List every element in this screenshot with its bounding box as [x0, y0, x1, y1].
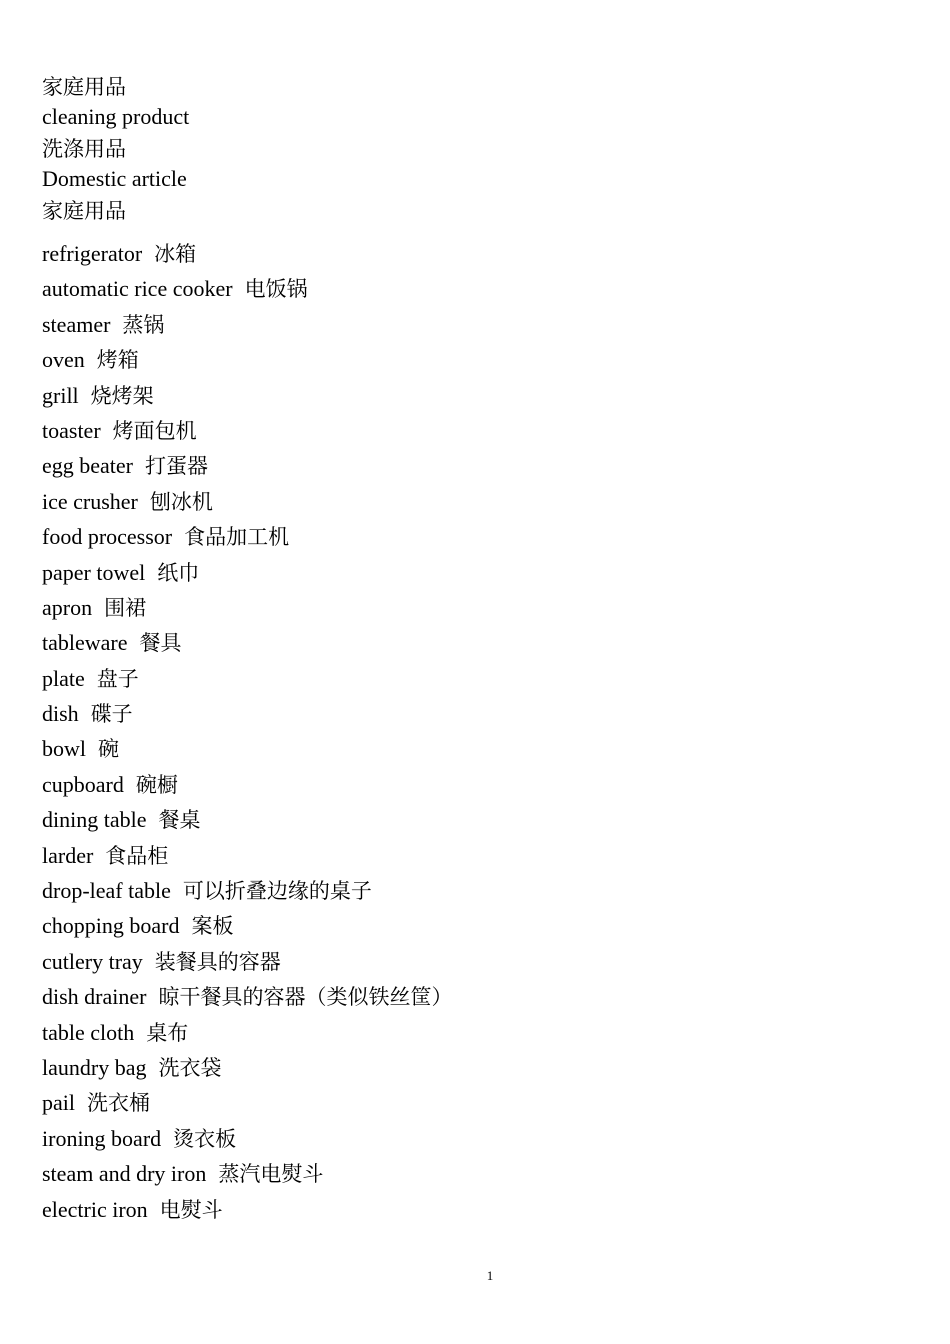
chinese-translation: 碟子 — [90, 702, 133, 727]
list-item — [42, 448, 452, 483]
chinese-translation: 洗衣桶 — [87, 1091, 150, 1116]
chinese-translation: 冰箱 — [154, 242, 197, 266]
list-item — [42, 484, 452, 519]
chinese-translation: 装餐具的容器 — [154, 949, 281, 974]
chinese-translation: 蒸锅 — [122, 312, 165, 337]
chinese-translation: 烤箱 — [96, 348, 139, 373]
list-item — [42, 519, 452, 554]
english-term: cutlery tray — [42, 948, 143, 974]
chinese-translation: 桌布 — [146, 1020, 189, 1045]
heading-block — [42, 72, 189, 226]
list-item — [42, 378, 452, 413]
english-term: larder — [42, 842, 94, 868]
chinese-translation: 围裙 — [104, 595, 147, 620]
chinese-translation: 碗 — [98, 737, 119, 762]
list-item — [42, 908, 452, 943]
list-item — [42, 307, 452, 342]
list-item — [42, 342, 452, 377]
list-item — [42, 661, 452, 696]
heading-line-4: Domestic article — [42, 166, 187, 191]
list-item — [42, 731, 452, 766]
list-item — [42, 1156, 452, 1191]
english-term: dish drainer — [42, 984, 147, 1010]
english-term: steam and dry iron — [42, 1161, 207, 1187]
chinese-translation: 烧烤架 — [90, 383, 154, 408]
list-item — [42, 944, 452, 979]
english-term: tableware — [42, 630, 128, 656]
english-term: cupboard — [42, 771, 124, 797]
heading-line-1: 家庭用品 — [42, 75, 126, 99]
chinese-translation: 碗橱 — [135, 772, 178, 797]
english-term: refrigerator — [42, 241, 143, 266]
english-term: pail — [42, 1090, 75, 1116]
list-item — [42, 236, 452, 271]
chinese-translation: 打蛋器 — [145, 454, 208, 479]
list-item — [42, 1121, 452, 1156]
english-term: egg beater — [42, 453, 133, 479]
english-term: chopping board — [42, 913, 180, 939]
english-term: toaster — [42, 417, 101, 443]
list-item — [42, 696, 452, 731]
english-term: bowl — [42, 736, 86, 762]
chinese-translation: 烫衣板 — [173, 1126, 237, 1151]
vocabulary-list — [42, 236, 452, 1227]
chinese-translation: 刨冰机 — [149, 489, 213, 514]
chinese-translation: 食品加工机 — [184, 525, 290, 550]
chinese-translation: 食品柜 — [105, 843, 169, 868]
english-term: apron — [42, 594, 93, 620]
page-number: 1 — [486, 1268, 494, 1283]
chinese-translation: 纸巾 — [157, 560, 200, 585]
list-item — [42, 1015, 452, 1050]
english-term: plate — [42, 665, 85, 691]
list-item — [42, 555, 452, 590]
list-item — [42, 873, 452, 908]
chinese-translation: 餐桌 — [158, 808, 201, 833]
chinese-translation: 洗衣袋 — [158, 1055, 222, 1080]
chinese-translation: 可以折叠边缘的桌子 — [182, 879, 372, 904]
chinese-translation: 烤面包机 — [112, 418, 197, 443]
english-term: paper towel — [42, 559, 146, 585]
english-term: electric iron — [42, 1196, 148, 1222]
heading-line-2: cleaning product — [42, 104, 190, 129]
english-term: grill — [42, 382, 79, 408]
chinese-translation: 案板 — [191, 914, 234, 939]
english-term: automatic rice cooker — [42, 276, 233, 302]
list-item — [42, 590, 452, 625]
list-item — [42, 625, 452, 660]
chinese-translation: 蒸汽电熨斗 — [218, 1162, 324, 1187]
chinese-translation: 餐具 — [139, 631, 182, 656]
list-item — [42, 1050, 452, 1085]
english-term: steamer — [42, 311, 111, 337]
list-item — [42, 767, 452, 802]
list-item — [42, 271, 452, 306]
english-term: oven — [42, 347, 85, 373]
english-term: ironing board — [42, 1125, 162, 1151]
list-item — [42, 1085, 452, 1120]
english-term: ice crusher — [42, 488, 138, 514]
english-term: table cloth — [42, 1019, 135, 1045]
heading-line-5: 家庭用品 — [42, 199, 126, 223]
list-item — [42, 1192, 452, 1227]
list-item — [42, 413, 452, 448]
english-term: dining table — [42, 807, 147, 833]
english-term: laundry bag — [42, 1054, 147, 1080]
list-item — [42, 979, 452, 1014]
list-item — [42, 802, 452, 837]
heading-line-3: 洗涤用品 — [42, 137, 126, 161]
english-term: drop-leaf table — [42, 878, 171, 904]
english-term: dish — [42, 701, 79, 727]
list-item — [42, 838, 452, 873]
chinese-translation: 电熨斗 — [159, 1197, 223, 1222]
chinese-translation: 盘子 — [96, 666, 139, 691]
chinese-translation: 晾干餐具的容器（类似铁丝筐） — [158, 985, 453, 1010]
chinese-translation: 电饭锅 — [244, 277, 308, 302]
english-term: food processor — [42, 524, 173, 550]
